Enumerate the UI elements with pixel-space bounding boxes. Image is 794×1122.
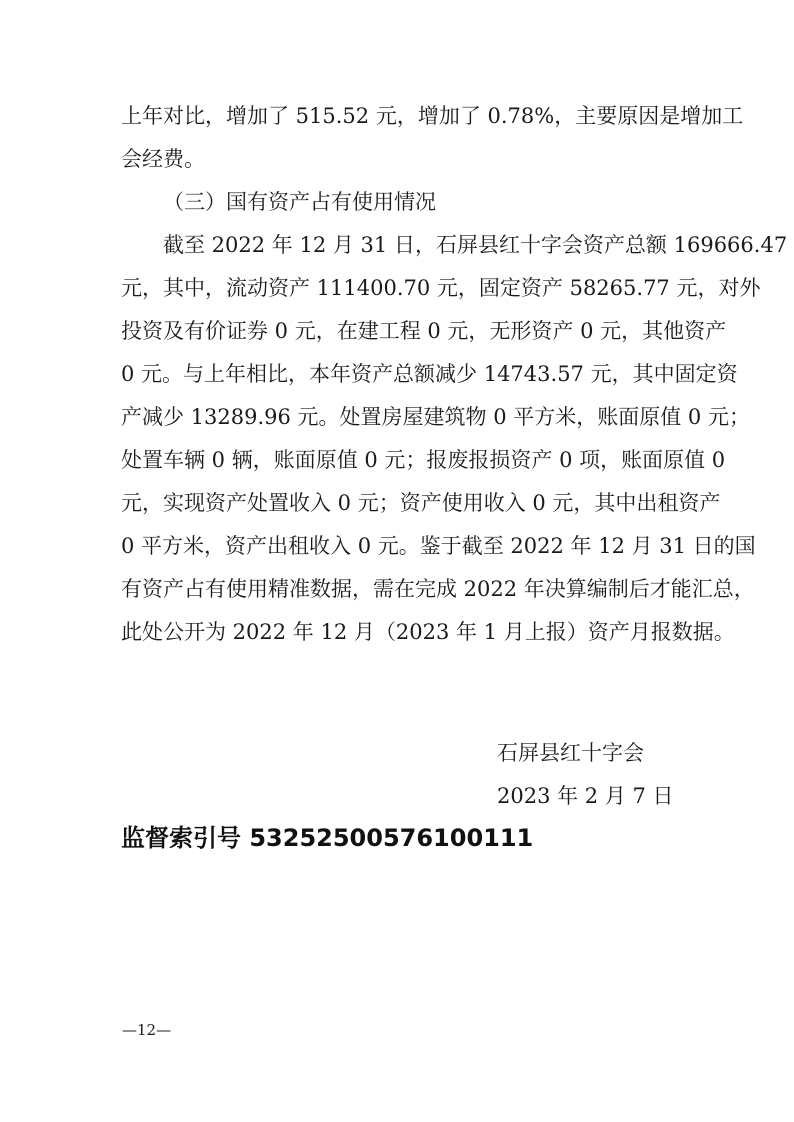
paragraph-line: 此处公开为 2022 年 12 月（2023 年 1 月上报）资产月报数据。	[121, 620, 735, 644]
paragraph-line: 截至 2022 年 12 月 31 日，石屏县红十字会资产总额 169666.47	[163, 233, 788, 257]
supervision-index: 监督索引号 53252500576100111	[121, 824, 534, 852]
paragraph-line: 元，实现资产处置收入 0 元；资产使用收入 0 元，其中出租资产	[121, 491, 721, 515]
paragraph-line: 0 平方米，资产出租收入 0 元。鉴于截至 2022 年 12 月 31 日的国	[121, 534, 756, 558]
paragraph-line: 会经费。	[121, 147, 205, 171]
paragraph-line: 上年对比，增加了 515.52 元，增加了 0.78%，主要原因是增加工	[121, 104, 744, 128]
paragraph-line: 有资产占有使用精准数据，需在完成 2022 年决算编制后才能汇总，	[121, 577, 755, 601]
paragraph-line: 处置车辆 0 辆，账面原值 0 元；报废报损资产 0 项，账面原值 0	[121, 448, 726, 472]
page-number: —12—	[122, 1021, 172, 1039]
section-heading: （三）国有资产占有使用情况	[163, 190, 436, 214]
signature-org: 石屏县红十字会	[497, 741, 644, 765]
paragraph-line: 投资及有价证券 0 元，在建工程 0 元，无形资产 0 元，其他资产	[121, 319, 727, 343]
paragraph-line: 元，其中，流动资产 111400.70 元，固定资产 58265.77 元，对外	[121, 276, 761, 300]
signature-date: 2023 年 2 月 7 日	[497, 784, 674, 808]
paragraph-line: 0 元。与上年相比，本年资产总额减少 14743.57 元，其中固定资	[121, 362, 738, 386]
paragraph-line: 产减少 13289.96 元。处置房屋建筑物 0 平方米，账面原值 0 元；	[121, 405, 750, 429]
